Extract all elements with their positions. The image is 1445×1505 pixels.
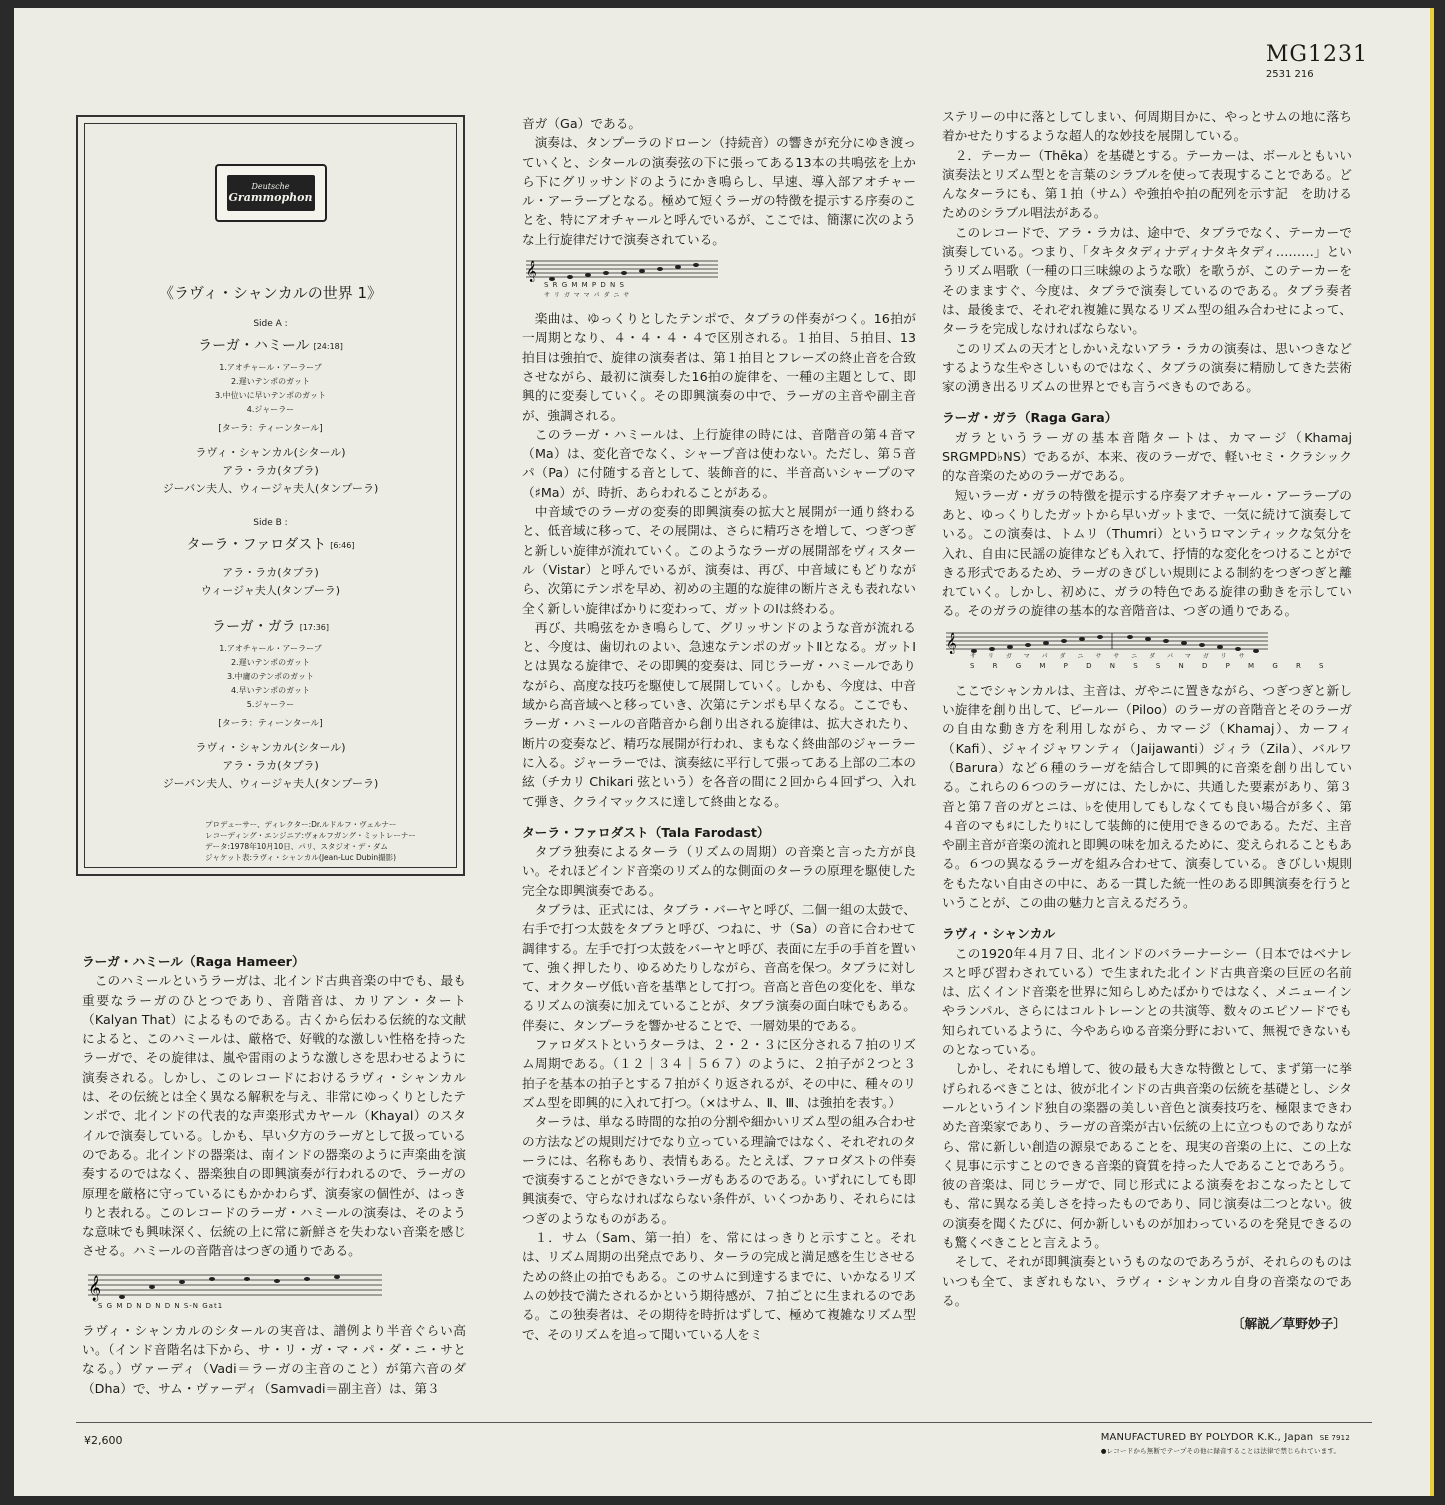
spine-edge: [1430, 8, 1434, 1496]
notes-column-right: [942, 107, 1352, 1334]
catalog-sub-number: 2531 216: [1265, 69, 1314, 80]
staff-line: プロデューサー、ディレクター:Dr.ルドルフ・ヴェルナー: [205, 820, 397, 829]
side-b2-part: 4.早いテンポのガット: [230, 686, 311, 695]
side-b2-part: 3.中庸のテンポのガット: [226, 672, 315, 681]
side-b2-part: 1.アオチャール・アーラーブ: [219, 644, 322, 653]
paragraph: ここでシャンカルは、主音は、ガやニに置きながら、つぎつぎと新しい旋律を創り出して、ピールー（Piloo）のラーガの音階音とそのラーガの自由な動き方を利用しながら、カマージ（Khamaj）、カーフィ（Kafi）、ジャイジャワンティ（Jaijawanti）ジィラ（Zila）、バルワ（Barura）など６種のラーガを結合して即興的に音楽を創り出している。これらの６つのラーガには、たしかに、共通した要素があり、第３音と第７音のガとニは、♭を使用してもしなくても良い場合が多く、第４音のマも♯にしたり♮にして装飾的に使用できるのである。ただ、主音や副主音が音楽の流れと即興の味を加えるために、変えられることもある。６つの異なるラーガを組み合わせて、演奏している。きびしい規則をもたない自由さの中に、ある一貫した統一性のある即興演奏を行うということが、この曲の魅力と言えるだろう。: [942, 682, 1352, 910]
gara-note-labels: S R G M P D N S S N D P M G R S: [970, 662, 1332, 671]
author-signature: 〔解説／草野妙子〕: [1231, 1316, 1346, 1332]
paragraph: 音ガ（Ga）である。: [522, 116, 642, 131]
manufacturer-text: MANUFACTURED BY POLYDOR K.K., Japan: [1100, 1432, 1314, 1443]
paragraph: ステリーの中に落としてしまい、何周期目かに、やっとサムの地に落ち着かせたりするような超人的な妙技を展開している。: [942, 109, 1352, 144]
album-title: 《ラヴィ・シャンカルの世界 1》: [158, 284, 383, 302]
paragraph: 楽曲は、ゆっくりとしたテンポで、タブラの伴奏がつく。16拍が一周期となり、４・４・４・４で区別される。１拍目、５拍目、13拍目は強拍で、旋律の演奏者は、第１拍目とフレーズの終止音を合致させながら、最初に演奏した16拍の旋律を、一種の主題として、即興的に変奏していく。その即興演奏の中で、ラーガの主音や副主音が、強調される。: [522, 311, 916, 423]
side-a-part: 4.ジャーラー: [246, 405, 295, 414]
credits-box: [76, 115, 465, 876]
ascending-note-kana: サ リ ガ マ マ パ ダ ニ サ: [544, 291, 631, 299]
paragraph: ２．テーカー（Thēka）を基礎とする。テーカーは、ボールともいい演奏法とリズム型とを言葉のシラブルを使って表現することである。どんなターラにも、第１拍（サム）や強拍や拍の配列を示す記 を助けるためのシラブル唱法がある。: [942, 147, 1352, 221]
side-b2-title: [85, 616, 456, 636]
side-a-part: 1.アオチャール・アーラーブ: [219, 363, 322, 372]
side-a-performers: [85, 444, 456, 498]
performer: ジーバン夫人、ウィージャ夫人(タンプーラ): [162, 777, 379, 790]
logo-plate: [227, 175, 315, 211]
heading-ravi-shankar: ラヴィ・シャンカル: [942, 926, 1056, 942]
paragraph: ファロダストというターラは、２・２・３に区分される７拍のリズム周期である。（１２｜３４｜５６７）のように、２拍子が２つと３拍子を基本の拍子とする７拍がくり返されるが、その中に、種々のリズム型を即興的に入れて打つ。（×はサム、Ⅱ、Ⅲ、は強拍を表す。）: [522, 1037, 916, 1110]
performer: ジーバン夫人、ウィージャ夫人(タンプーラ): [162, 482, 379, 495]
side-b-label: Side B :: [253, 518, 288, 528]
paragraph: 演奏は、タンプーラのドローン（持続音）の響きが充分にゆき渡っていくと、シタールの演奏弦の下に張ってある13本の共鳴弦を上から下にグリッサンドのようにかき鳴らし、早速、導入部アオチャール・アーラーブとなる。極めて短くラーガの特徴を提示する序奏のことを、特にアオチャールと呼んでいるが、ここでは、簡潔に次のような上行旋律だけで演奏されている。: [522, 135, 916, 247]
product-code: SE 7912: [1319, 1434, 1350, 1442]
side-b1-time: [6:46]: [330, 540, 355, 550]
svg-text:𝄞: 𝄞: [526, 261, 537, 283]
paragraph: しかし、それにも増して、彼の最も大きな特徴として、まず第一に挙げられるべきことは、彼が北インドの古典音楽の伝統を基礎とし、シタールというインド独自の楽器の美しい音色と演奏技巧を、極限まできわめた音楽家であり、ラーガの音楽が古い伝統の上に立つものでありながら、常に新しい創造の源泉であることを、現実の音楽の上に、この上なく見事に示すことのできる音楽的資質を持った人であることであろう。彼の音楽は、同じラーガで、同じ形式による演奏をおこなったとしても、常に異なる美しさを持ったものであり、同じ演奏は二つとない。彼の演奏を聞くたびに、何か新しいものが加わっているのを発見できるのも驚くべきことと言えよう。: [942, 1061, 1352, 1251]
svg-text:𝄞: 𝄞: [946, 632, 957, 654]
side-a-part: 3.中位いに早いテンポのガット: [214, 391, 327, 400]
side-b2-tala: [ターラ：ティーンタール]: [218, 719, 323, 729]
performer: アラ・ラカ(タブラ): [222, 759, 319, 772]
side-a-title: [85, 335, 456, 355]
side-a-time: [24:18]: [313, 341, 343, 351]
paragraph: この1920年４月７日、北インドのバラーナーシー（日本ではベナレスと呼び習わされている）で生まれた北インド古典音楽の巨匠の名前は、広くインド音楽を世界に知らしめたばかりではなく、メニューインやランパル、さらにはコルトレーンとの共演等、数々のエピソードでも知られているように、今やあらゆる音楽分野において、無視できないものとなっている。: [942, 945, 1352, 1058]
heading-raga-gara: ラーガ・ガラ（Raga Gara）: [942, 410, 1118, 426]
paragraph: そして、それが即興演奏というものなのであろうが、それらのものはいつも全て、まぎれもない、ラヴィ・シャンカル自身の音楽なのである。: [942, 1254, 1352, 1308]
paragraph: ラヴィ・シャンカルのシタールの実音は、譜例より半音ぐらい高い。（インド音階名は下から、サ・リ・ガ・マ・パ・ダ・ニ・サとなる。）ヴァーディ（Vadi＝ラーガの主音のこと）が第六音のダ（Dha）で、サム・ヴァーディ（Samvadi＝副主音）は、第３: [82, 1322, 466, 1396]
paragraph: 短いラーガ・ガラの特徴を提示する序奏アオチャール・アーラーブのあと、ゆっくりしたガットから早いガットまで、一気に続けて演奏している。この演奏は、トムリ（Thumri）というロマンティックな気分を入れ、自由に民謡の旋律なども入れて、抒情的な変化をつけることができる形式であるため、ラーガのきびしい規則による制約をつぎつぎと離れていく。しかし、初めに、ガラの特色である旋律の動きを示している。そのガラの旋律の基本的な音階音は、つぎの通りである。: [942, 487, 1352, 619]
side-b2-title-text: ラーガ・ガラ: [211, 619, 296, 635]
paragraph: タブラ独奏によるターラ（リズムの周期）の音楽と言った方が良い。それほどインド音楽のリズム的な側面のターラの原理を駆使した完全な即興演奏である。: [522, 844, 916, 898]
logo-line-1: Deutsche: [251, 182, 290, 191]
copyright-warning: ●レコードから無断でテープその他に録音することは法律で禁じられています。: [1100, 1447, 1341, 1455]
deutsche-grammophon-logo: [215, 164, 327, 222]
side-a-part: 2.遅いテンポのガット: [230, 377, 311, 386]
staff-line: ジャケット表:ラヴィ・シャンカル(Jean-Luc Dubin撮影): [205, 853, 397, 862]
hameer-note-labels: S G M D N D N D N S-N Gat1: [98, 1302, 224, 1311]
performer: アラ・ラカ(タブラ): [222, 566, 319, 579]
ascending-note-labels: S R G M M P D N S: [544, 280, 625, 289]
side-b1-performers: [85, 564, 456, 600]
paragraph: ガラというラーガの基本音階タートは、カマージ（Khamaj SRGMPD♭NS）であるが、本来、夜のラーガで、軽いセミ・クラシック的な音楽のためのラーガである。: [942, 429, 1352, 484]
side-b2-performers: [85, 739, 456, 793]
paragraph: ターラは、単なる時間的な拍の分割や細かいリズム型の組み合わせの方法などの規則だけでなり立っている理論ではなく、それぞれのターラには、名称もあり、表情もある。たとえば、ファロダストの伴奏で演奏することができないラーガもあるのである。いずれにしても即興演奏で、守らなければならない条件が、いくつかあり、それらにはつぎのようなものがある。: [522, 1114, 916, 1226]
spacer: [942, 912, 1352, 924]
record-sleeve-back: [14, 8, 1434, 1496]
side-a-title-text: ラーガ・ハミール: [198, 338, 310, 354]
side-a-parts: [85, 361, 456, 417]
catalog-number: MG1231: [1265, 42, 1368, 67]
gara-scale-notation: [942, 627, 1352, 677]
credits-box-inner: [84, 123, 457, 868]
side-b2-parts: [85, 642, 456, 712]
heading-raga-hameer: ラーガ・ハミール（Raga Hameer）: [82, 954, 305, 969]
paragraph: このレコードで、アラ・ラカは、途中で、タブラでなく、テーカーで演奏している。つまり、「タキタタディナディナタキタディ………」というリズム唱歌（一種の口三味線のような歌）を歌うが、このテーカーをそのまますぐ、今度は、タブラで演奏しているのである。タブラ奏者は、最後まで、それぞれ複雑に異なるリズム型の組み合わせによって、ターラを完成しなければならない。: [942, 224, 1352, 337]
footer-divider: [76, 1422, 1372, 1423]
side-a-label: Side A :: [253, 319, 288, 329]
heading-tala-farodast: ターラ・ファロダスト（Tala Farodast）: [522, 824, 770, 840]
performer: ラヴィ・シャンカル(シタール): [195, 446, 346, 459]
performer: アラ・ラカ(タブラ): [222, 464, 319, 477]
notes-column-middle: [522, 114, 916, 1344]
ascending-scale-notation: [522, 255, 916, 305]
production-staff: [85, 819, 456, 863]
spacer: [942, 396, 1352, 408]
paragraph: タブラは、正式には、タブラ・バーヤと呼び、二個一組の太鼓で、右手で打つ太鼓をタブラと呼び、つねに、サ（Sa）の音に合わせて調律する。左手で打つ太鼓をバーヤと呼び、表面に左手の手首を置いて、強く押したり、ゆるめたりしながら、音高を保つ。タブラに対して、オクターヴ低い音を基準として打つ。音高と音色の変化を、単なるリズムの演奏に加えていることが、タブラ演奏の面白味でもある。伴奏に、タンプーラを響かせることで、一層効果的である。: [522, 901, 916, 1033]
hameer-scale-notation: [82, 1267, 466, 1317]
paragraph: このラーガ・ハミールは、上行旋律の時には、音階音の第４音マ（Ma）は、変化音でなく、シャープ音は使わない。ただし、第５音パ（Pa）に付随する音として、装飾音的に、半音高いシャープのマ（♯Ma）が、時折、あらわれることがある。: [522, 426, 916, 500]
paragraph: 中音域でのラーガの変奏的即興演奏の拡大と展開が一通り終わると、低音域に移って、その展開は、さらに精巧さを増して、つぎつぎと新しい旋律が流れていく。このようなラーガの展開部をヴィスタール（Vistar）と呼んでいるが、演奏は、再び、中音域にもどりながら、次第にテンポを早め、初めの主題的な旋律の断片さえも表れない全く新しい旋律ばかりに変わって、ガットのⅠは終わる。: [522, 504, 916, 616]
staff-line: データ:1978年10月10日、パリ、スタジオ・デ・ダム: [205, 842, 388, 851]
notes-column-left: [82, 952, 466, 1398]
performer: ウィージャ夫人(タンプーラ): [200, 584, 341, 597]
gara-note-kana: サ リ ガ マ パ ダ ニ サ サ ニ ダ パ マ ガ リ サ: [970, 653, 1250, 661]
price: ¥2,600: [84, 1434, 123, 1447]
side-b2-time: [17:36]: [299, 622, 330, 632]
side-b1-title: [85, 534, 456, 554]
manufacturer-block: [1101, 1432, 1350, 1455]
catalog-block: [1266, 42, 1368, 80]
side-b2-part: 5.ジャーラー: [246, 700, 295, 709]
svg-text:𝄞: 𝄞: [88, 1275, 102, 1301]
paragraph: このリズムの天才としかいえないアラ・ラカの演奏は、思いつきなどするような生やさしいものではなく、タブラの演奏に精励してきた芸術家の湧き出るリズムの世界とでも言うべきものである。: [942, 340, 1352, 395]
performer: ラヴィ・シャンカル(シタール): [195, 741, 346, 754]
paragraph: １．サム（Sam、第一拍）を、常にはっきりと示すこと。それは、リズム周期の出発点であり、ターラの完成と満足感を生じさせるための終止の拍でもある。このサムに到達するまでに、いかなるリズムの妙技で満たされるかという期待感が、７拍ごとに生まれるのである。この独奏者は、その期待を時折はずして、極めて複雑なリズム型で、そのリズムを追って聞いている人をミ: [522, 1230, 916, 1342]
side-a-tala: [ターラ：ティーンタール]: [218, 424, 323, 434]
logo-line-2: Grammophon: [228, 191, 313, 204]
paragraph: 再び、共鳴弦をかき鳴らして、グリッサンドのような音が流れると、今度は、歯切れのよい、急速なテンポのガットⅡとなる。ガットⅠとは異なる旋律で、その即興的変奏は、同じラーガ・ハミールでありながら、高度な技巧を駆使して展開していく。しかも、今度は、中音域から高音域へと移っていき、次第にテンポも早くなる。ここでも、ラーガ・ハミールの音階音から創り出される旋律は、拡大されたり、断片の変奏など、精巧な展開が行われ、まもなく終曲部のジャーラーに入る。ジャーラーでは、演奏絃に平行して張ってある上部の二本の絃（チカリ Chikari 弦という）を各音の間に２回から４回ずつ、入れて弾き、クライマックスに達して終曲となる。: [522, 619, 916, 809]
spacer: [522, 811, 916, 823]
staff-line: レコーディング・エンジニア:ヴォルフガング・ミットレーナー: [205, 831, 416, 840]
paragraph: このハミールというラーガは、北インド古典音楽の中でも、最も重要なラーガのひとつであり、音階音は、カリアン・タート（Kalyan That）によるものである。古くから伝わる伝統的な文献によると、このハミールは、厳格で、好戦的な激しい性格を持ったラーガで、その旋律は、嵐や雷雨のような激しさを思わせるように演奏される。しかし、このレコードにおけるラヴィ・シャンカルは、その伝統とは全く異なる解釈を与え、非常にゆっくりとしたテンポで、北インドの代表的な声楽形式カヤール（Khayal）のスタイルで演奏している。しかも、早い夕方のラーガとして扱っているのである。北インドの器楽は、南インドの器楽のように声楽曲を演奏するのではなく、器楽独自の即興演奏が行われるので、ラーガの原理を厳格に守っているにもかかわらず、演奏家の個性が、はっきりと表れる。このレコードのラーガ・ハミールの演奏は、そのような意味でも興味深く、伝統の上に常に新鮮さを失わない音楽を感じさせる。ハミールの音階音はつぎの通りである。: [82, 973, 466, 1259]
side-b1-title-text: ターラ・ファロダスト: [186, 537, 327, 553]
side-b2-part: 2.遅いテンポのガット: [230, 658, 311, 667]
